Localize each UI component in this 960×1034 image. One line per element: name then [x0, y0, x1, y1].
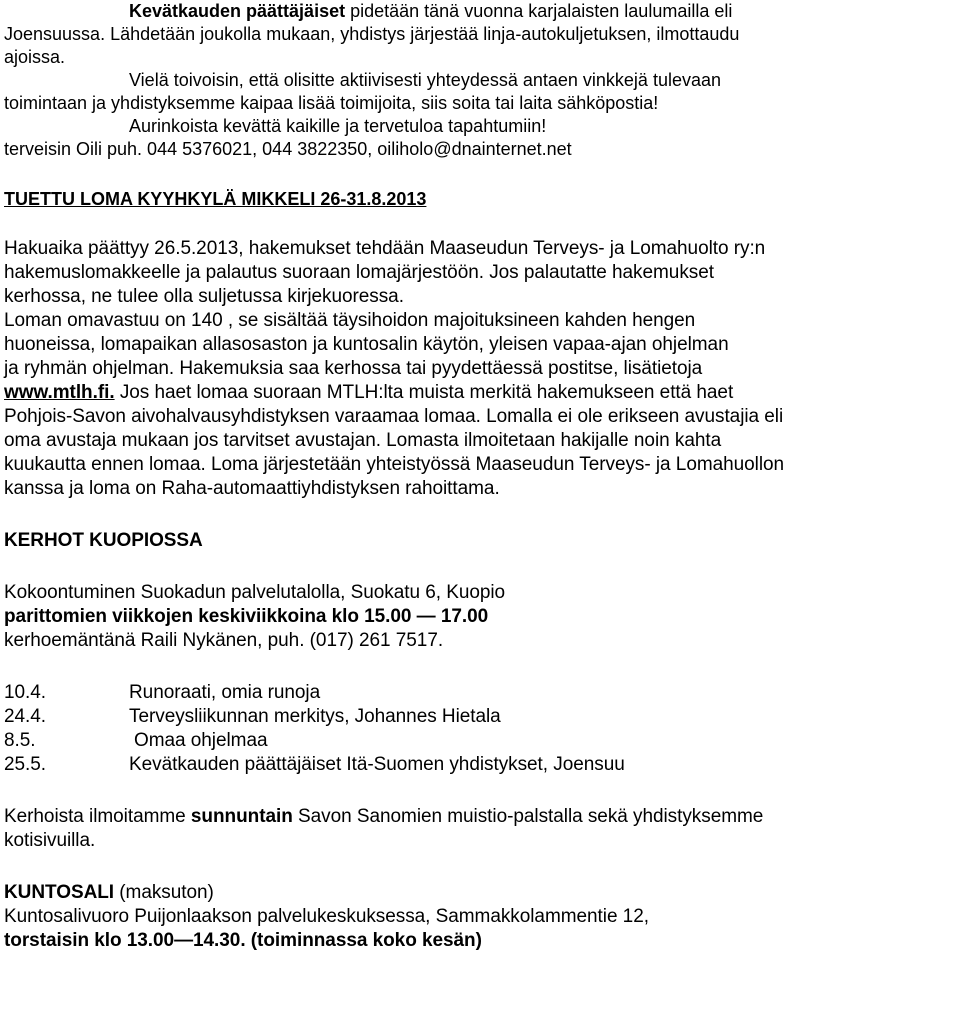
- mtlh-link[interactable]: www.mtlh.fi.: [4, 382, 115, 403]
- kerhot-schedule-time: parittomien viikkojen keskiviikkoina klo 15.00 — 17.00: [4, 606, 489, 627]
- kerhot-notice: [4, 806, 763, 828]
- schedule-event: Omaa ohjelmaa: [134, 730, 268, 751]
- kuntosali-time: torstaisin klo 13.00—14.30. (toiminnassa koko kesän): [4, 930, 482, 951]
- kerhot-location: Kokoontuminen Suokadun palvelutalolla, Suokatu 6, Kuopio: [4, 582, 506, 603]
- kerhot-notice-pre: Kerhoista ilmoitamme: [4, 806, 191, 827]
- loma-line-3: kerhossa, ne tulee olla suljetussa kirjekuoressa.: [4, 286, 404, 307]
- intro-line-1-rest: pidetään tänä vuonna karjalaisten laulumailla eli: [345, 1, 733, 21]
- loma-line-9: oma avustaja mukaan jos tarvitset avustajan. Lomasta ilmoitetaan hakijalle noin kahta: [4, 430, 722, 451]
- schedule-event: Kevätkauden päättäjäiset Itä-Suomen yhdistykset, Joensuu: [129, 754, 625, 775]
- kerhot-notice-post: Savon Sanomien muistio-palstalla sekä yhdistyksemme: [292, 806, 764, 827]
- intro-bold-title: Kevätkauden päättäjäiset: [129, 1, 346, 21]
- schedule-date: 24.4.: [4, 706, 47, 727]
- intro-contact-line: terveisin Oili puh. 044 5376021, 044 3822350, oiliholo@dnainternet.net: [4, 139, 572, 159]
- loma-line-7: [4, 382, 733, 404]
- schedule-date: 8.5.: [4, 730, 36, 751]
- intro-line-6: Aurinkoista kevättä kaikille ja tervetuloa tapahtumiin!: [129, 116, 547, 136]
- kuntosali-heading-bold: KUNTOSALI: [4, 882, 115, 903]
- loma-line-8: Pohjois-Savon aivohalvausyhdistyksen varaamaa lomaa. Lomalla ei ole erikseen avustajia eli: [4, 406, 784, 427]
- kerhot-hostess: kerhoemäntänä Raili Nykänen, puh. (017) 261 7517.: [4, 630, 444, 651]
- loma-line-6: ja ryhmän ohjelman. Hakemuksia saa kerhossa tai pyydettäessä postitse, lisätietoja: [4, 358, 703, 379]
- loma-line-5: huoneissa, lomapaikan allasosaston ja kuntosalin käytön, yleisen vapaa-ajan ohjelman: [4, 334, 729, 355]
- loma-line-11: kanssa ja loma on Raha-automaattiyhdistyksen rahoittama.: [4, 478, 500, 499]
- loma-heading: TUETTU LOMA KYYHKYLÄ MIKKELI 26-31.8.2013: [4, 189, 427, 209]
- intro-line-1: [129, 0, 732, 22]
- kuntosali-heading-rest: (maksuton): [114, 882, 214, 903]
- kerhot-heading: KERHOT KUOPIOSSA: [4, 530, 203, 551]
- schedule-event: Terveysliikunnan merkitys, Johannes Hietala: [129, 706, 501, 727]
- schedule-date: 25.5.: [4, 754, 47, 775]
- loma-line-4: Loman omavastuu on 140 , se sisältää täysihoidon majoituksineen kahden hengen: [4, 310, 696, 331]
- loma-line-1: Hakuaika päättyy 26.5.2013, hakemukset tehdään Maaseudun Terveys- ja Lomahuolto ry:n: [4, 238, 766, 259]
- schedule-event: Runoraati, omia runoja: [129, 682, 321, 703]
- loma-line-7-rest: Jos haet lomaa suoraan MTLH:lta muista merkitä hakemukseen että haet: [114, 382, 734, 403]
- kuntosali-location: Kuntosalivuoro Puijonlaakson palvelukeskuksessa, Sammakkolammentie 12,: [4, 906, 649, 927]
- schedule-date: 10.4.: [4, 682, 47, 703]
- kuntosali-heading: [4, 882, 214, 904]
- intro-line-2: Joensuussa. Lähdetään joukolla mukaan, yhdistys järjestää linja-autokuljetuksen, ilmottaudu: [4, 24, 740, 44]
- intro-line-3: ajoissa.: [4, 47, 66, 67]
- loma-line-10: kuukautta ennen lomaa. Loma järjestetään yhteistyössä Maaseudun Terveys- ja Lomahuollon: [4, 454, 785, 475]
- kerhot-notice-line-2: kotisivuilla.: [4, 830, 96, 851]
- kerhot-notice-bold: sunnuntain: [190, 806, 293, 827]
- loma-line-2: hakemuslomakkeelle ja palautus suoraan lomajärjestöön. Jos palautatte hakemukset: [4, 262, 714, 283]
- intro-line-5: toimintaan ja yhdistyksemme kaipaa lisää toimijoita, siis soita tai laita sähköpostia!: [4, 93, 659, 113]
- intro-line-4: Vielä toivoisin, että olisitte aktiivisesti yhteydessä antaen vinkkejä tulevaan: [129, 70, 721, 90]
